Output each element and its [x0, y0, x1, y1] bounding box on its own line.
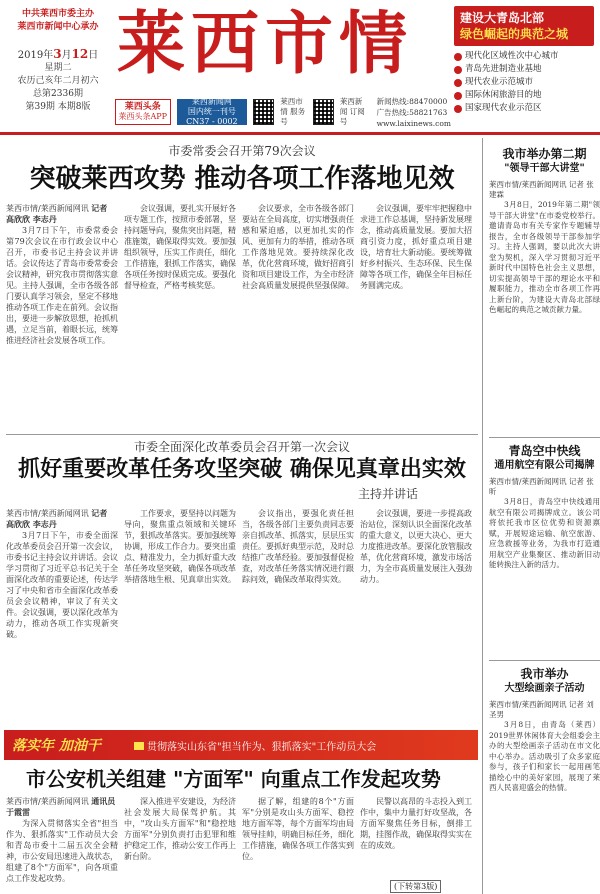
news-logo: 莱西新闻网 国内统一刊号 CN37 - 0002 [177, 99, 248, 125]
article-kicker: 市委全面深化改革委员会召开第一次会议 [133, 440, 350, 454]
banner-slogan: 落实年 加油干 [12, 738, 101, 754]
flag-icon [134, 742, 144, 750]
masthead-rule [0, 132, 600, 135]
sidebar-headline[interactable]: 青岛空中快线 [508, 444, 581, 458]
byline: 莱西市情/莱西新闻网讯 通讯员 于霞雷 [6, 796, 116, 817]
section-divider [6, 434, 478, 435]
article-column: 会议强调，要扎实开展好各项专题工作，按照市委部署，坚持问题导向，聚焦突出问题，精准施策，确保取得实效。要加强组织领导，压实工作责任，细化工作措施，狠抓工作落实，确保各项任务按时保质完成。要强化督导检查，严格考核奖惩。 [124, 204, 236, 290]
byline: 莱西市情/莱西新闻网讯 记者 高欣欣 李志丹 [6, 508, 108, 529]
article-column: 会议强调，要进一步提高政治站位，深刻认识全面深化改革的重大意义，以更大决心、更大力度推进改革。要深化放管服改革，优化营商环境，激发市场活力，为全市高质量发展注入强劲动力。 [360, 509, 472, 584]
continued-link[interactable]: (下转第3版) [390, 880, 441, 893]
article-headline[interactable]: 突破莱西攻势 推动各项工作落地见效 [29, 164, 455, 194]
promo-item: 国际休闲旅游目的地 [454, 89, 594, 102]
article-2 [6, 438, 478, 748]
byline: 莱西市情/莱西新闻网讯 记者 高欣欣 李志丹 [6, 203, 108, 224]
sidebar-article-1: 我市举办第二期 "领导干部大讲堂" 莱西市情/莱西新闻网讯 记者 张建霖 3月8日，2019年第二期"领导干部大讲堂"在市委党校举行。邀请青岛市有关专家作专题辅导报告，全市各级领导干部参加学习。主持人强调，要以此次大讲堂为契机，深入学习贯彻习近平新时代中国特色社会主义思想，切实提高领导干部的理论水平和履职能力，推动全市各项工作再上新台阶，为建设大青岛北部绿色崛起的典范之城贡献力量。 [489, 147, 600, 314]
article-column: 民警以高昂的斗志投入到工作中，集中力量打好攻坚战，各方面军聚焦任务目标，倒排工期，挂图作战，确保取得实实在在的成效。 [360, 797, 472, 850]
sidebar-headline[interactable]: 我市举办 [520, 667, 569, 681]
promo-list [454, 50, 594, 115]
article-headline[interactable]: 抓好重要改革任务攻坚突破 确保见真章出实效 [18, 457, 466, 482]
promo-item: 青岛先进制造业基地 [454, 63, 594, 76]
article-column: 据了解，组建的8个"方面军"分别是攻山头方面军、稳控地方面军等，每个方面军均由局领导挂帅，明确目标任务，细化工作措施，确保各项工作落实到位。 [242, 797, 354, 861]
org-line-2: 莱西市新闻中心承办 [17, 22, 99, 32]
promo-item: 国家现代农业示范区 [454, 102, 594, 115]
article-subhead: 主持并讲话 [357, 487, 418, 501]
promo-item: 现代化区域性次中心城市 [454, 50, 594, 63]
contact-info: 新闻热线:88470000 广告热线:58821763 www.laixinews.com [376, 96, 451, 128]
byline: 莱西市情/莱西新闻网讯 记者 刘圣男 [489, 700, 594, 719]
bullet-icon [454, 105, 462, 113]
banner-text: 贯彻落实山东省"担当作为、狠抓落实"工作动员大会 [134, 738, 376, 753]
sidebar-subhead: 通用航空有限公司揭牌 [494, 460, 595, 471]
article-1 [6, 138, 478, 447]
article-column: 莱西市情/莱西新闻网讯 记者 高欣欣 李志丹 3月7日下午，市委常委会第79次会议在市行政会议中心召开，市委书记主持会议并讲话。会议传达了青岛市委常委会会议精神，研究我市贯彻落实意见。主持人强调，全市各级各部门要认真学习领会，坚定不移地推动各项工作走在前列。会议指出，要进一步解放思想，抢抓机遇，立足当前，着眼长远，统筹推进经济社会发展各项工作。 [6, 203, 118, 345]
qr-code-icon [313, 99, 334, 125]
sidebar-divider [489, 437, 600, 438]
sidebar-article-2: 青岛空中快线 通用航空有限公司揭牌 莱西市情/莱西新闻网讯 记者 张昕 3月8日，青岛空中快线通用航空有限公司揭牌成立。该公司将依托我市区位优势和资源禀赋，开展短途运输、航空旅游、应急救援等业务，为我市打造通用航空产业集聚区、推动新旧动能转换注入新的活力。 [489, 444, 600, 569]
article-column: 莱西市情/莱西新闻网讯 通讯员 于霞雷 为深入贯彻落实全省"担当作为、狠抓落实"工作动员大会和青岛市委十二届五次全会精神，市公安局迅速进入战状态，组建了8个"方面军"，向各项重点工作发起攻势。 [6, 796, 118, 883]
bullet-icon [454, 92, 462, 100]
sidebar-article-3: 我市举办 大型绘画亲子活动 莱西市情/莱西新闻网讯 记者 刘圣男 3月8日，由青岛（莱西）2019世界休闲体育大会组委会主办的大型绘画亲子活动在市文化中心举办。活动吸引了众多家庭参与，孩子们和家长一起用画笔描绘心中的美好家园，展现了莱西人民喜迎盛会的热情。 [489, 667, 600, 792]
qr-label: 莱西新闻 订阅号 [339, 97, 365, 126]
byline: 莱西市情/莱西新闻网讯 记者 张建霖 [489, 180, 594, 199]
bullet-icon [454, 79, 462, 87]
article-headline[interactable]: 市公安机关组建 "方面军" 向重点工作发起攻势 [26, 767, 441, 791]
newspaper-title: 莱西市情 [116, 4, 413, 84]
bullet-icon [454, 66, 462, 74]
issue-date: 2019年3月12日 [17, 47, 99, 61]
org-line-1: 中共莱西市委主办 [21, 9, 94, 19]
article-column: 会议要求，全市各级各部门要站在全局高度，切实增强责任感和紧迫感，以更加扎实的作风、更加有力的举措，推动各项工作落地见效。要持续深化改革，优化营商环境，做好招商引资和项目建设工作，为全市经济社会高质量发展提供坚强保障。 [242, 204, 354, 290]
article-column: 工作要求，要坚持以问题为导向，聚焦重点领域和关键环节，狠抓改革落实。要加强统筹协调，形成工作合力。要突出重点、精准发力，全力抓好重大改革任务攻坚突破，确保各项改革举措落地生根、见真章出实效。 [124, 509, 236, 584]
masthead-bottom [115, 96, 451, 128]
masthead-info [8, 8, 108, 114]
promo-item: 现代农业示范城市 [454, 76, 594, 89]
article-body [6, 508, 478, 748]
sidebar-subhead: "领导干部大讲堂" [504, 163, 585, 174]
article-column: 莱西市情/莱西新闻网讯 记者 高欣欣 李志丹 3月7日下午，市委全面深化改革委员会召开第一次会议，市委书记主持会议并讲话。会议学习贯彻了习近平总书记关于全面深化改革的重要论述，传达学习了中央和省市全面深化改革委员会会议精神，审议了有关文件。会议强调，要以深化改革为动力，推动各项工作实现新突破。 [6, 508, 118, 639]
article-column: 深入推进平安建设，为经济社会发展大局保驾护航。其中，"攻山头方面军"和"稳控地方面军"分别负责打击犯罪和维护稳定工作，推动公安工作再上新台阶。 [124, 797, 236, 861]
masthead [0, 0, 600, 132]
promo-box [454, 6, 594, 115]
sidebar-divider [489, 660, 600, 661]
byline: 莱西市情/莱西新闻网讯 记者 张昕 [489, 477, 594, 496]
sidebar-headline[interactable]: 我市举办第二期 [502, 147, 587, 161]
article-3 [6, 764, 478, 892]
app-logo: 莱西头条 莱西头条APP [115, 99, 171, 125]
lunar-date: 农历己亥年二月初六 [17, 76, 99, 86]
issue-total: 总第2336期 [33, 89, 83, 99]
sidebar-subhead: 大型绘画亲子活动 [504, 683, 585, 694]
promo-slogan: 建设大青岛北部 绿色崛起的典范之城 [454, 6, 594, 46]
article-column: 会议指出，要强化责任担当，各级各部门主要负责同志要亲自抓改革、抓落实，层层压实责任。要抓好典型示范，及时总结推广改革经验。要加强督促检查，对改革任务落实情况进行跟踪问效，确保改革取得实效。 [242, 509, 354, 584]
issue-year: 第39期 本期8版 [25, 102, 91, 112]
article-body [6, 796, 478, 892]
article-column: 会议强调，要牢牢把握稳中求进工作总基调，坚持新发展理念，推动高质量发展。要加大招商引资力度，抓好重点项目建设，培育壮大新动能。要统筹做好乡村振兴、生态环保、民生保障等各项工作，确保全年目标任务圆满完成。 [360, 204, 472, 290]
campaign-banner [4, 730, 478, 760]
qr-label: 莱西市情 服务号 [280, 97, 306, 126]
article-kicker: 市委常委会召开第79次会议 [168, 144, 316, 158]
weekday: 星期二 [44, 63, 72, 73]
qr-code-icon [253, 99, 274, 125]
main-column [0, 138, 480, 894]
sidebar [482, 138, 600, 894]
bullet-icon [454, 53, 462, 61]
article-body [6, 203, 478, 447]
